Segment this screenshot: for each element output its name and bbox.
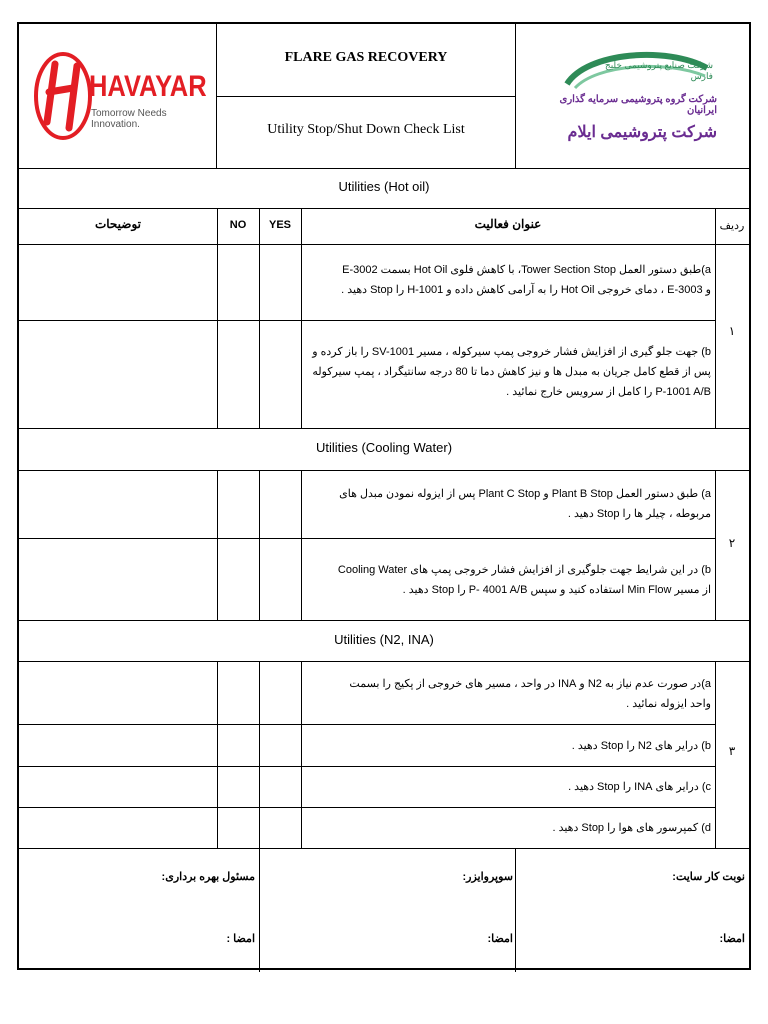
- activity-3b: b) درایر های N2 را Stop دهید .: [571, 740, 711, 752]
- activity-1a: a)طبق دستور العمل Tower Section Stop، با کاهش فلوی Hot Oil بسمت E-3002 و E-3003 ، دمای خروجی Hot Oil را به آرامی کاهش داده و H-1001 را Stop دهید .: [341, 264, 711, 296]
- column-header-activity: عنوان فعالیت: [474, 217, 542, 231]
- column-header-no: NO: [229, 219, 247, 231]
- havayar-emblem-icon: [33, 50, 97, 142]
- column-header-notes: توضیحات: [94, 217, 142, 231]
- section-title-n2-ina: Utilities (N2, INA): [334, 632, 434, 647]
- havayar-logo: [33, 50, 207, 146]
- column-header-yes: YES: [268, 219, 291, 231]
- havayar-tagline: Tomorrow Needs Innovation.: [91, 108, 167, 130]
- operator-sign-label: امضا :: [226, 933, 255, 945]
- column-header-row-no: ردیف: [719, 220, 745, 232]
- activity-1b: b) جهت جلو گیری از افزایش فشار خروجی پمپ سیرکوله ، مسیر SV-1001 را باز کرده و پس از قطع کامل جریان به مبدل ها و نیز کاهش دما تا 80 درجه سانتیگراد ، پمپ سیرکوله P-1001 A/B را کامل از سرویس خارج نمائید .: [312, 346, 711, 398]
- client-logo: [557, 46, 717, 158]
- activity-3c: c) درایر های INA را Stop دهید .: [568, 781, 711, 793]
- supervisor-sign-label: امضا:: [487, 933, 513, 945]
- havayar-wordmark: HAVAYAR: [89, 70, 207, 103]
- activity-3d: d) کمپرسور های هوا را Stop دهید .: [552, 822, 711, 834]
- row-number-2: ۲: [728, 536, 736, 550]
- activity-3a: a)در صورت عدم نیاز به N2 و INA در واحد ، مسیر های خروجی از پکیج را بسمت واحد ایزوله نمائید .: [349, 678, 711, 710]
- checklist-sheet: [17, 22, 751, 970]
- document-title: FLARE GAS RECOVERY: [284, 50, 448, 65]
- section-title-hot-oil: Utilities (Hot oil): [338, 179, 430, 194]
- client-logo-line1: شرکت صنایع پتروشیمی خلیج فارس: [604, 60, 713, 81]
- row-number-1: ۱: [728, 324, 736, 338]
- client-logo-line2: شرکت گروه پتروشیمی سرمایه گذاری ایرانیان: [559, 94, 717, 116]
- activity-2a: a) طبق دستور العمل Plant B Stop و Plant C Stop پس از ایزوله نمودن مبدل های مربوطه ، چیلر ها را Stop دهید .: [339, 488, 711, 520]
- supervisor-label: سوپروایزر:: [462, 871, 513, 883]
- row-number-3: ۳: [728, 744, 736, 758]
- document-subtitle: Utility Stop/Shut Down Check List: [267, 122, 465, 137]
- operator-label: مسئول بهره برداری:: [161, 871, 255, 883]
- shift-label: نوبت کار سایت:: [672, 871, 745, 883]
- activity-2b: b) در این شرایط جهت جلوگیری از افزایش فشار خروجی پمپ های Cooling Water از مسیر Min Flow استفاده کنید و سپس P- 4001 A/B را Stop دهید .: [337, 564, 711, 596]
- client-logo-line3: شرکت پتروشیمی ایلام: [567, 124, 717, 141]
- section-title-cooling-water: Utilities (Cooling Water): [315, 440, 453, 455]
- shift-sign-label: امضا:: [719, 933, 745, 945]
